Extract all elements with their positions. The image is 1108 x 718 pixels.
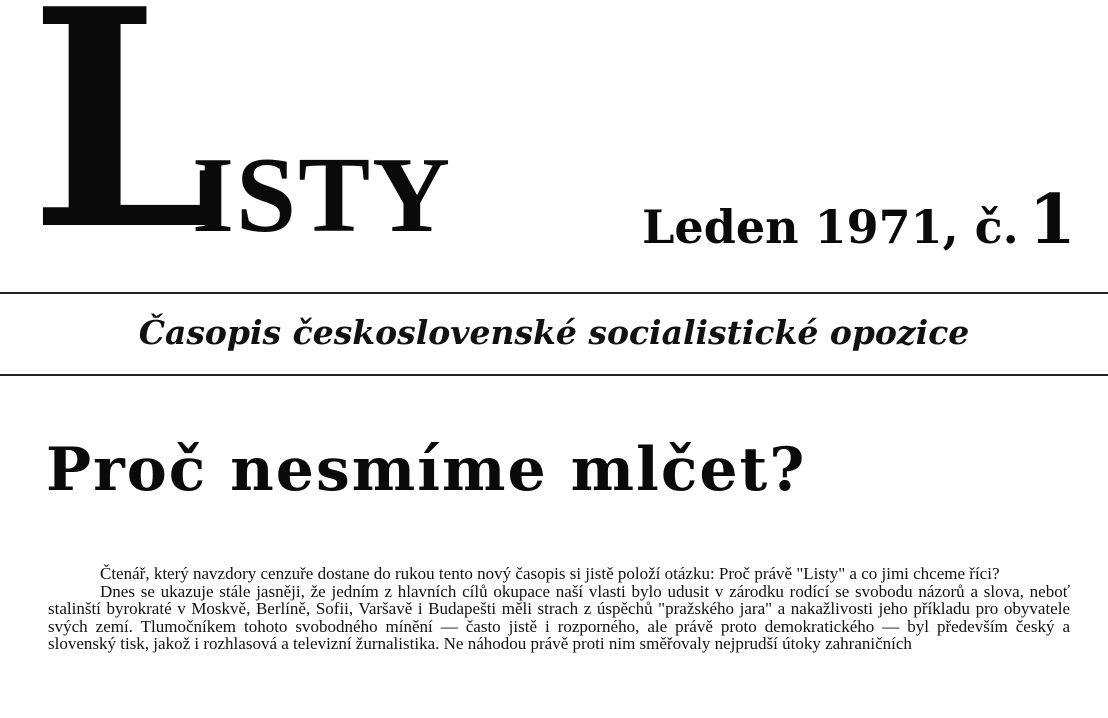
- issue-line: [642, 180, 1076, 260]
- article-paragraph: Čtenář, který navzdory cenzuře dostane do rukou tento nový časopis si jistě položí otázku: Proč právě "Listy" a co jimi chceme říci?: [100, 564, 1000, 583]
- masthead-title-initial: L: [30, 0, 225, 296]
- top-rule: [0, 292, 1108, 294]
- masthead: [0, 0, 1108, 296]
- masthead-title-rest: ISTY: [192, 136, 453, 255]
- article-paragraph: Dnes se ukazuje stále jasněji, že jedním z hlavních cílů okupace naší vlasti bylo udusit v zárodku rodící se svobodu názorů a slova, neboť stalinští byrokraté v Moskvě, Berlíně, Sofii, Varšavě i Budapešti měli strach z úspěchů "pražského jara" a nakažlivosti jeho příkladu pro obyvatele svých zemí. Tlumočníkem tohoto svobodného mínění — často jistě i rozporného, ale právě proto demokratického — byl především český a slovenský tisk, jakož i rozhlasová a televizní žurnalistika. Ne náhodou právě proti nim směřovaly nejprudší útoky zahraničních: [48, 581, 1070, 653]
- publication-subtitle: Časopis československé socialistické opozice: [138, 313, 970, 352]
- issue-number: 1: [1028, 180, 1076, 260]
- bottom-rule: [0, 374, 1108, 376]
- article-headline: Proč nesmíme mlčet?: [46, 435, 807, 505]
- issue-date: Leden 1971, č.: [642, 200, 1019, 254]
- article-body: [48, 565, 1070, 653]
